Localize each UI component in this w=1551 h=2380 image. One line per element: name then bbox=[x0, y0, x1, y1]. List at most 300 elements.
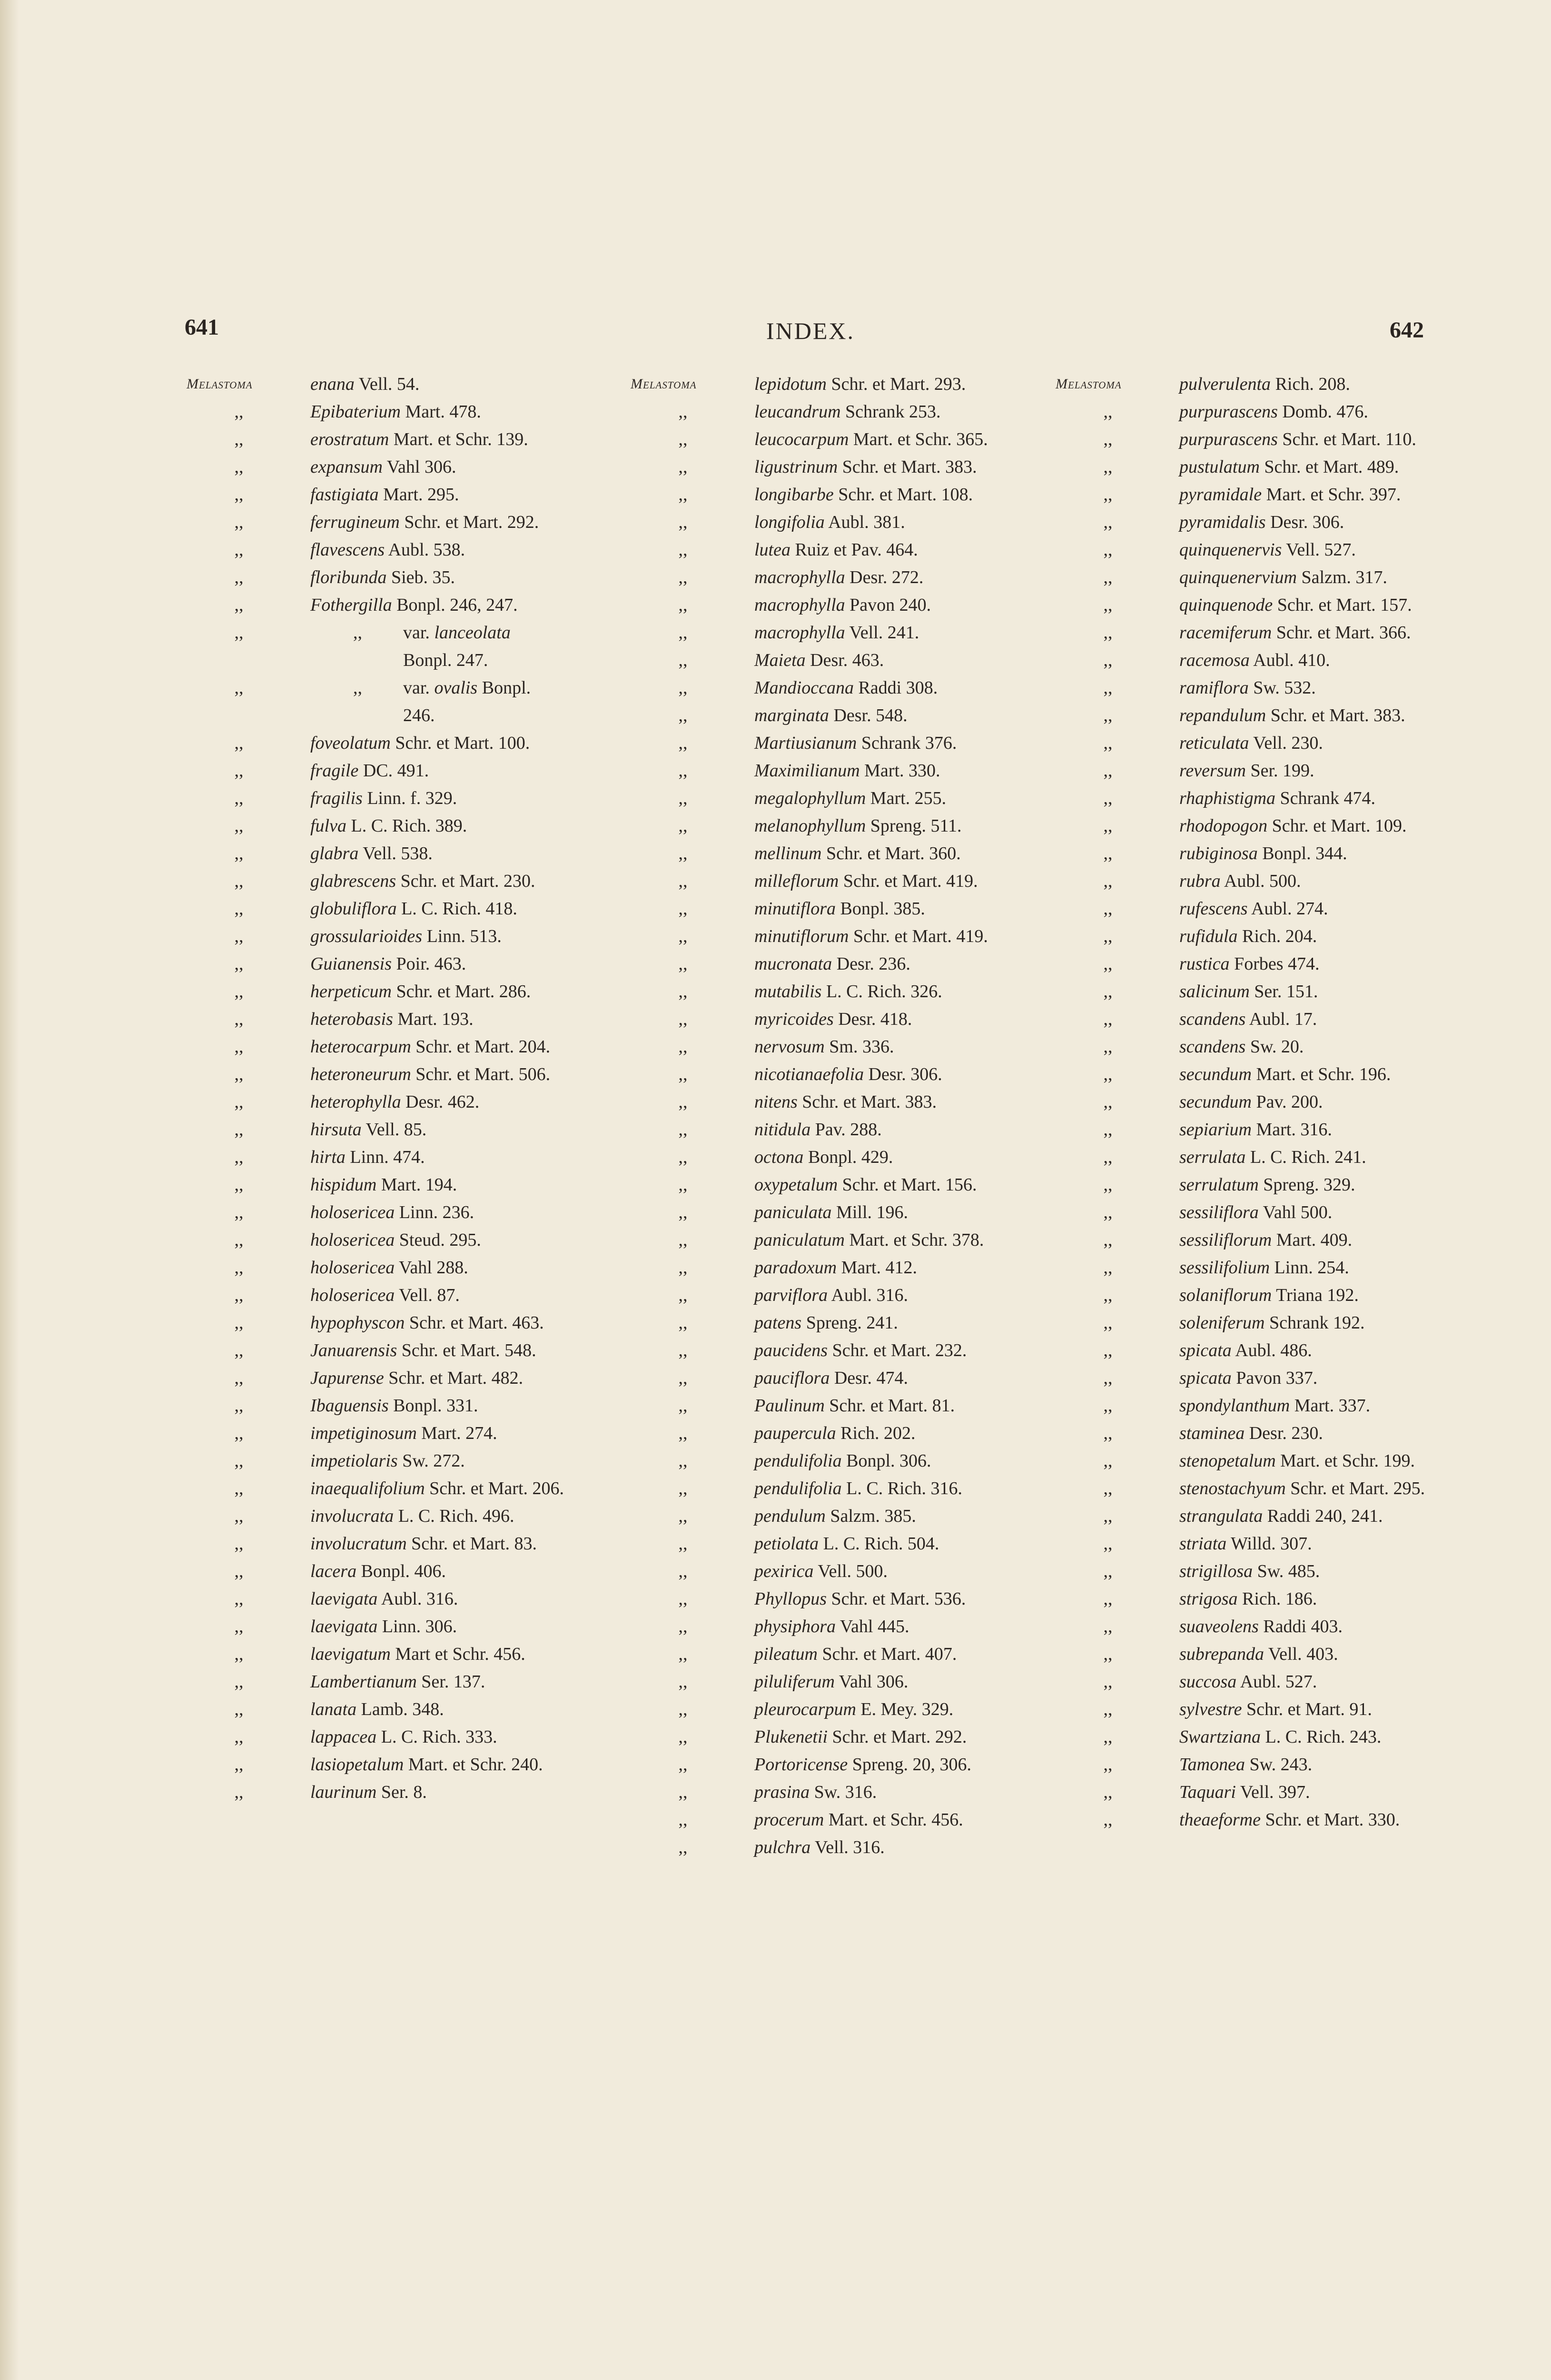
entry-text bbox=[310, 1696, 596, 1723]
index-entry bbox=[631, 1143, 1040, 1171]
species-epithet: Swartziana bbox=[1179, 1727, 1261, 1747]
species-epithet: lacera bbox=[310, 1561, 357, 1581]
species-epithet: erostratum bbox=[310, 429, 389, 449]
author-reference: Schr. et Mart. 463. bbox=[409, 1313, 544, 1333]
index-entry bbox=[1056, 702, 1465, 729]
ditto-mark: ,, bbox=[234, 733, 244, 753]
index-entry bbox=[631, 1475, 1040, 1502]
ditto-mark: ,, bbox=[678, 1009, 688, 1029]
author-reference: Mart. 255. bbox=[870, 788, 947, 808]
entry-text bbox=[310, 1199, 596, 1226]
index-entry bbox=[187, 1723, 596, 1751]
ditto-mark: ,, bbox=[678, 1092, 688, 1112]
entry-text bbox=[1179, 1557, 1465, 1585]
index-entry bbox=[631, 1226, 1040, 1254]
index-entry bbox=[187, 1668, 596, 1696]
species-epithet: repandulum bbox=[1179, 705, 1266, 725]
entry-text bbox=[754, 398, 1040, 426]
entry-text bbox=[754, 1254, 1040, 1281]
index-entry bbox=[1056, 1364, 1465, 1392]
ditto-mark: ,, bbox=[678, 1340, 688, 1360]
author-reference: Aubl. 538. bbox=[388, 540, 465, 560]
species-epithet: paucidens bbox=[754, 1340, 828, 1360]
entry-text bbox=[754, 591, 1040, 619]
ditto-mark: ,, bbox=[234, 429, 244, 449]
author-reference: Schrank 253. bbox=[845, 402, 941, 422]
author-reference: Desr. 548. bbox=[833, 705, 908, 725]
entry-text bbox=[310, 757, 596, 784]
entry-text bbox=[1179, 481, 1465, 508]
species-epithet: spicata bbox=[1179, 1340, 1232, 1360]
ditto-mark: ,, bbox=[1103, 1009, 1113, 1029]
ditto-mark: ,, bbox=[234, 1202, 244, 1222]
ditto-mark: ,, bbox=[1103, 1423, 1113, 1443]
species-epithet: Paulinum bbox=[754, 1396, 825, 1416]
index-entry bbox=[631, 784, 1040, 812]
species-epithet: pustulatum bbox=[1179, 457, 1260, 477]
index-entry bbox=[631, 398, 1040, 426]
ditto-mark: ,, bbox=[1103, 705, 1113, 725]
species-epithet: stenostachyum bbox=[1179, 1478, 1286, 1498]
species-epithet: heterophylla bbox=[310, 1092, 401, 1112]
entry-text bbox=[754, 1668, 1040, 1696]
index-entry bbox=[1056, 1281, 1465, 1309]
entry-text bbox=[754, 536, 1040, 564]
species-epithet: ligustrinum bbox=[754, 457, 838, 477]
ditto-mark: ,, bbox=[678, 761, 688, 781]
entry-text bbox=[310, 1337, 596, 1364]
ditto-mark: ,, bbox=[1103, 540, 1113, 560]
author-reference: Schrank 474. bbox=[1280, 788, 1376, 808]
ditto-mark: ,, bbox=[1103, 402, 1113, 422]
entry-text bbox=[1179, 1364, 1465, 1392]
ditto-mark-secondary: ,, bbox=[353, 623, 362, 643]
species-epithet: holosericea bbox=[310, 1230, 395, 1250]
author-reference: Sw. 20. bbox=[1250, 1037, 1304, 1057]
entry-text bbox=[1179, 398, 1465, 426]
species-epithet: inaequalifolium bbox=[310, 1478, 425, 1498]
species-epithet: holosericea bbox=[310, 1285, 395, 1305]
author-reference: Bonpl. 385. bbox=[840, 899, 925, 919]
entry-text bbox=[310, 1751, 596, 1778]
species-epithet: enana bbox=[310, 374, 355, 394]
ditto-mark: ,, bbox=[1103, 733, 1113, 753]
species-epithet: laurinum bbox=[310, 1782, 377, 1802]
author-reference: Schrank 192. bbox=[1269, 1313, 1365, 1333]
index-entry bbox=[187, 453, 596, 481]
species-epithet: reversum bbox=[1179, 761, 1246, 781]
species-epithet: fragilis bbox=[310, 788, 363, 808]
author-reference: Steud. 295. bbox=[399, 1230, 481, 1250]
index-entry bbox=[1056, 1640, 1465, 1668]
author-reference: Linn. 236. bbox=[399, 1202, 474, 1222]
author-reference: Schr. et Mart. 506. bbox=[415, 1064, 551, 1084]
index-entry bbox=[187, 1447, 596, 1475]
entry-text bbox=[310, 1475, 596, 1502]
species-epithet: patens bbox=[754, 1313, 802, 1333]
entry-text bbox=[1179, 564, 1465, 591]
ditto-mark: ,, bbox=[678, 678, 688, 698]
index-entry bbox=[187, 1392, 596, 1419]
species-epithet: pexirica bbox=[754, 1561, 814, 1581]
entry-text bbox=[1179, 702, 1465, 729]
author-reference: Forbes 474. bbox=[1234, 954, 1320, 974]
ditto-mark: ,, bbox=[234, 540, 244, 560]
species-epithet: spicata bbox=[1179, 1368, 1232, 1388]
entry-text bbox=[754, 1475, 1040, 1502]
author-reference: L. C. Rich. 504. bbox=[823, 1534, 939, 1554]
ditto-mark: ,, bbox=[234, 1120, 244, 1140]
page-edge-shadow bbox=[0, 0, 19, 2380]
species-epithet: Epibaterium bbox=[310, 402, 401, 422]
author-reference: Desr. 462. bbox=[405, 1092, 480, 1112]
index-entry bbox=[187, 812, 596, 840]
index-entry bbox=[631, 1392, 1040, 1419]
species-epithet: involucrata bbox=[310, 1506, 394, 1526]
index-entry bbox=[1056, 729, 1465, 757]
index-entry bbox=[631, 1254, 1040, 1281]
author-reference: Mart. et Schr. 199. bbox=[1280, 1451, 1415, 1471]
species-epithet: rubiginosa bbox=[1179, 843, 1258, 863]
author-reference: Ruiz et Pav. 464. bbox=[795, 540, 918, 560]
index-entry bbox=[631, 1337, 1040, 1364]
author-reference: Mart. et Schr. 456. bbox=[828, 1810, 963, 1830]
index-entry bbox=[631, 564, 1040, 591]
index-entry bbox=[1056, 1585, 1465, 1613]
ditto-mark: ,, bbox=[234, 816, 244, 836]
entry-text bbox=[754, 1226, 1040, 1254]
variety-reference: Bonpl. 247. bbox=[403, 650, 488, 670]
ditto-mark: ,, bbox=[678, 402, 688, 422]
entry-text bbox=[754, 867, 1040, 895]
author-reference: Spreng. 511. bbox=[870, 816, 962, 836]
entry-text bbox=[310, 508, 596, 536]
entry-text bbox=[754, 481, 1040, 508]
ditto-mark: ,, bbox=[234, 761, 244, 781]
ditto-mark: ,, bbox=[678, 1506, 688, 1526]
entry-text bbox=[754, 1723, 1040, 1751]
ditto-mark: ,, bbox=[678, 1258, 688, 1278]
ditto-mark: ,, bbox=[1103, 1644, 1113, 1664]
species-epithet: nervosum bbox=[754, 1037, 825, 1057]
author-reference: Mart. 412. bbox=[841, 1258, 917, 1278]
species-epithet: fulva bbox=[310, 816, 346, 836]
author-reference: Schr. et Mart. 286. bbox=[396, 982, 531, 1002]
species-epithet: pulchra bbox=[754, 1837, 811, 1857]
page-number-left: 641 bbox=[185, 315, 219, 340]
entry-text bbox=[310, 1778, 596, 1806]
author-reference: Ser. 137. bbox=[421, 1672, 485, 1692]
index-entry bbox=[187, 1502, 596, 1530]
entry-text bbox=[1179, 1696, 1465, 1723]
species-epithet: purpurascens bbox=[1179, 402, 1278, 422]
species-epithet: holosericea bbox=[310, 1258, 395, 1278]
entry-text bbox=[310, 840, 596, 867]
entry-text bbox=[1179, 1226, 1465, 1254]
index-entry bbox=[187, 1281, 596, 1309]
index-entry bbox=[187, 1613, 596, 1640]
index-entry bbox=[1056, 784, 1465, 812]
species-epithet: pulverulenta bbox=[1179, 374, 1271, 394]
index-entry bbox=[631, 757, 1040, 784]
entry-text bbox=[1179, 1723, 1465, 1751]
author-reference: Mart. et Schr. 397. bbox=[1266, 485, 1401, 505]
author-reference: Vell. 500. bbox=[818, 1561, 888, 1581]
ditto-mark: ,, bbox=[1103, 843, 1113, 863]
species-epithet: secundum bbox=[1179, 1092, 1252, 1112]
entry-text bbox=[754, 1419, 1040, 1447]
entry-text bbox=[754, 1751, 1040, 1778]
entry-text bbox=[310, 1419, 596, 1447]
species-epithet: Portoricense bbox=[754, 1755, 848, 1775]
index-entry bbox=[1056, 481, 1465, 508]
species-epithet: quinquenervium bbox=[1179, 567, 1297, 587]
species-epithet: paupercula bbox=[754, 1423, 836, 1443]
entry-text bbox=[310, 1723, 596, 1751]
species-epithet: laevigatum bbox=[310, 1644, 391, 1664]
species-epithet: grossularioides bbox=[310, 926, 423, 946]
index-entry bbox=[187, 895, 596, 922]
ditto-mark: ,, bbox=[678, 540, 688, 560]
ditto-mark: ,, bbox=[234, 1782, 244, 1802]
ditto-mark: ,, bbox=[1103, 457, 1113, 477]
entry-text bbox=[1179, 922, 1465, 950]
species-epithet: rhaphistigma bbox=[1179, 788, 1276, 808]
index-entry bbox=[631, 1530, 1040, 1557]
author-reference: Schr. et Mart. 419. bbox=[853, 926, 988, 946]
author-reference: Linn. f. 329. bbox=[367, 788, 457, 808]
genus-label: Melastoma bbox=[1056, 376, 1122, 392]
ditto-mark: ,, bbox=[234, 1423, 244, 1443]
index-entry bbox=[187, 426, 596, 453]
entry-text bbox=[754, 1281, 1040, 1309]
author-reference: Willd. 307. bbox=[1231, 1534, 1312, 1554]
ditto-mark: ,, bbox=[678, 595, 688, 615]
author-reference: E. Mey. 329. bbox=[860, 1699, 954, 1719]
entry-text bbox=[754, 1364, 1040, 1392]
species-epithet: serrulatum bbox=[1179, 1175, 1259, 1195]
ditto-mark: ,, bbox=[678, 1589, 688, 1609]
index-entry bbox=[1056, 1199, 1465, 1226]
entry-text bbox=[1179, 1061, 1465, 1088]
index-entry bbox=[1056, 1116, 1465, 1143]
ditto-mark: ,, bbox=[1103, 1810, 1113, 1830]
entry-text bbox=[754, 950, 1040, 978]
author-reference: L. C. Rich. 326. bbox=[826, 982, 942, 1002]
entry-text bbox=[310, 536, 596, 564]
species-epithet: secundum bbox=[1179, 1064, 1252, 1084]
species-epithet: quinquenode bbox=[1179, 595, 1273, 615]
species-epithet: staminea bbox=[1179, 1423, 1245, 1443]
author-reference: Schr. et Mart. 548. bbox=[401, 1340, 536, 1360]
ditto-mark: ,, bbox=[1103, 678, 1113, 698]
species-epithet: rufidula bbox=[1179, 926, 1238, 946]
index-entry bbox=[631, 1116, 1040, 1143]
genus-label: Melastoma bbox=[631, 376, 697, 392]
entry-text bbox=[1179, 1806, 1465, 1834]
author-reference: Lamb. 348. bbox=[361, 1699, 444, 1719]
ditto-mark: ,, bbox=[678, 954, 688, 974]
species-epithet: prasina bbox=[754, 1782, 810, 1802]
ditto-mark: ,, bbox=[234, 623, 244, 643]
page-title: INDEX. bbox=[766, 317, 855, 344]
index-entry bbox=[1056, 978, 1465, 1005]
species-epithet: holosericea bbox=[310, 1202, 395, 1222]
index-entry bbox=[1056, 922, 1465, 950]
index-entry bbox=[1056, 1337, 1465, 1364]
ditto-mark: ,, bbox=[234, 1092, 244, 1112]
ditto-mark: ,, bbox=[234, 1258, 244, 1278]
entry-text bbox=[1179, 1447, 1465, 1475]
ditto-mark: ,, bbox=[1103, 788, 1113, 808]
ditto-mark: ,, bbox=[678, 1561, 688, 1581]
index-entry bbox=[631, 619, 1040, 646]
entry-text bbox=[1179, 1199, 1465, 1226]
entry-text bbox=[754, 1640, 1040, 1668]
species-epithet: serrulata bbox=[1179, 1147, 1246, 1167]
entry-text bbox=[310, 591, 596, 619]
species-epithet: pyramidalis bbox=[1179, 512, 1266, 532]
author-reference: Bonpl. 331. bbox=[393, 1396, 478, 1416]
entry-text bbox=[1179, 867, 1465, 895]
author-reference: Vell. 403. bbox=[1268, 1644, 1338, 1664]
author-reference: L. C. Rich. 496. bbox=[398, 1506, 514, 1526]
species-epithet: Maximilianum bbox=[754, 761, 860, 781]
ditto-mark: ,, bbox=[678, 650, 688, 670]
species-epithet: Plukenetii bbox=[754, 1727, 828, 1747]
species-epithet: sepiarium bbox=[1179, 1120, 1252, 1140]
author-reference: Sm. 336. bbox=[829, 1037, 894, 1057]
species-epithet: pyramidale bbox=[1179, 485, 1262, 505]
ditto-mark: ,, bbox=[234, 954, 244, 974]
species-epithet: lappacea bbox=[310, 1727, 377, 1747]
ditto-mark: ,, bbox=[234, 1616, 244, 1636]
index-entry bbox=[631, 453, 1040, 481]
ditto-mark: ,, bbox=[234, 678, 244, 698]
index-entry bbox=[1056, 508, 1465, 536]
author-reference: Pav. 200. bbox=[1256, 1092, 1323, 1112]
author-reference: Schr. et Mart. 83. bbox=[411, 1534, 537, 1554]
author-reference: Raddi 240, 241. bbox=[1267, 1506, 1383, 1526]
species-epithet: macrophylla bbox=[754, 567, 845, 587]
entry-text bbox=[1179, 840, 1465, 867]
ditto-mark: ,, bbox=[678, 1285, 688, 1305]
species-epithet: sessiliflorum bbox=[1179, 1230, 1272, 1250]
ditto-mark: ,, bbox=[1103, 1782, 1113, 1802]
species-epithet: scandens bbox=[1179, 1037, 1246, 1057]
ditto-mark: ,, bbox=[678, 429, 688, 449]
ditto-mark-secondary: ,, bbox=[353, 678, 362, 698]
author-reference: Sieb. 35. bbox=[391, 567, 455, 587]
author-reference: Vahl 288. bbox=[399, 1258, 468, 1278]
author-reference: Schr. et Mart. 295. bbox=[1290, 1478, 1425, 1498]
author-reference: Domb. 476. bbox=[1282, 402, 1368, 422]
index-entry bbox=[187, 1530, 596, 1557]
species-epithet: soleniferum bbox=[1179, 1313, 1265, 1333]
ditto-mark: ,, bbox=[234, 1230, 244, 1250]
author-reference: Mart. et Schr. 365. bbox=[853, 429, 988, 449]
entry-text bbox=[754, 1613, 1040, 1640]
author-reference: Schr. et Mart. 360. bbox=[826, 843, 961, 863]
ditto-mark: ,, bbox=[678, 843, 688, 863]
species-epithet: oxypetalum bbox=[754, 1175, 838, 1195]
author-reference: L. C. Rich. 418. bbox=[401, 899, 517, 919]
author-reference: Desr. 236. bbox=[836, 954, 910, 974]
entry-text bbox=[310, 1613, 596, 1640]
author-reference: Aubl. 274. bbox=[1251, 899, 1328, 919]
species-epithet: sessilifolium bbox=[1179, 1258, 1270, 1278]
entry-text bbox=[1179, 1475, 1465, 1502]
entry-text bbox=[310, 426, 596, 453]
entry-text bbox=[1179, 1033, 1465, 1061]
ditto-mark: ,, bbox=[234, 1175, 244, 1195]
author-reference: Bonpl. 406. bbox=[361, 1561, 446, 1581]
entry-text bbox=[310, 1640, 596, 1668]
species-epithet: Maieta bbox=[754, 650, 806, 670]
species-epithet: rhodopogon bbox=[1179, 816, 1268, 836]
author-reference: Sw. 272. bbox=[402, 1451, 465, 1471]
index-entry bbox=[631, 1640, 1040, 1668]
entry-text bbox=[754, 729, 1040, 757]
ditto-mark: ,, bbox=[234, 843, 244, 863]
species-epithet: subrepanda bbox=[1179, 1644, 1265, 1664]
species-epithet: paradoxum bbox=[754, 1258, 837, 1278]
entry-text bbox=[754, 646, 1040, 674]
author-reference: Mart. et Schr. 196. bbox=[1256, 1064, 1391, 1084]
species-epithet: pileatum bbox=[754, 1644, 818, 1664]
entry-text bbox=[754, 1143, 1040, 1171]
author-reference: Mart. 337. bbox=[1294, 1396, 1371, 1416]
entry-text bbox=[1179, 729, 1465, 757]
index-entry bbox=[1056, 757, 1465, 784]
author-reference: Aubl. 527. bbox=[1240, 1672, 1317, 1692]
index-entry bbox=[187, 370, 596, 398]
entry-text bbox=[1179, 508, 1465, 536]
entry-text bbox=[754, 702, 1040, 729]
species-epithet: floribunda bbox=[310, 567, 387, 587]
index-entry bbox=[187, 1778, 596, 1806]
index-entry bbox=[1056, 646, 1465, 674]
ditto-mark: ,, bbox=[678, 1810, 688, 1830]
entry-text bbox=[754, 1696, 1040, 1723]
author-reference: Schr. et Mart. 366. bbox=[1276, 623, 1411, 643]
species-epithet: paniculata bbox=[754, 1202, 832, 1222]
author-reference: Spreng. 241. bbox=[806, 1313, 898, 1333]
ditto-mark: ,, bbox=[1103, 871, 1113, 891]
species-epithet: scandens bbox=[1179, 1009, 1246, 1029]
entry-text bbox=[1179, 1613, 1465, 1640]
species-epithet: strigillosa bbox=[1179, 1561, 1253, 1581]
author-reference: Ser. 199. bbox=[1250, 761, 1314, 781]
ditto-mark: ,, bbox=[1103, 1037, 1113, 1057]
author-reference: Schr. et Mart. 100. bbox=[395, 733, 530, 753]
entry-text bbox=[310, 1530, 596, 1557]
ditto-mark: ,, bbox=[678, 1727, 688, 1747]
author-reference: L. C. Rich. 389. bbox=[351, 816, 467, 836]
species-epithet: pendulifolia bbox=[754, 1478, 842, 1498]
index-entry bbox=[187, 1557, 596, 1585]
index-entry bbox=[187, 536, 596, 564]
ditto-mark: ,, bbox=[1103, 926, 1113, 946]
entry-text bbox=[310, 729, 596, 757]
entry-text bbox=[1179, 426, 1465, 453]
index-entry bbox=[187, 757, 596, 784]
index-entry bbox=[631, 1613, 1040, 1640]
index-entry bbox=[187, 1088, 596, 1116]
author-reference: Mart. et Schr. 240. bbox=[408, 1755, 543, 1775]
ditto-mark: ,, bbox=[234, 567, 244, 587]
index-entry bbox=[631, 1281, 1040, 1309]
